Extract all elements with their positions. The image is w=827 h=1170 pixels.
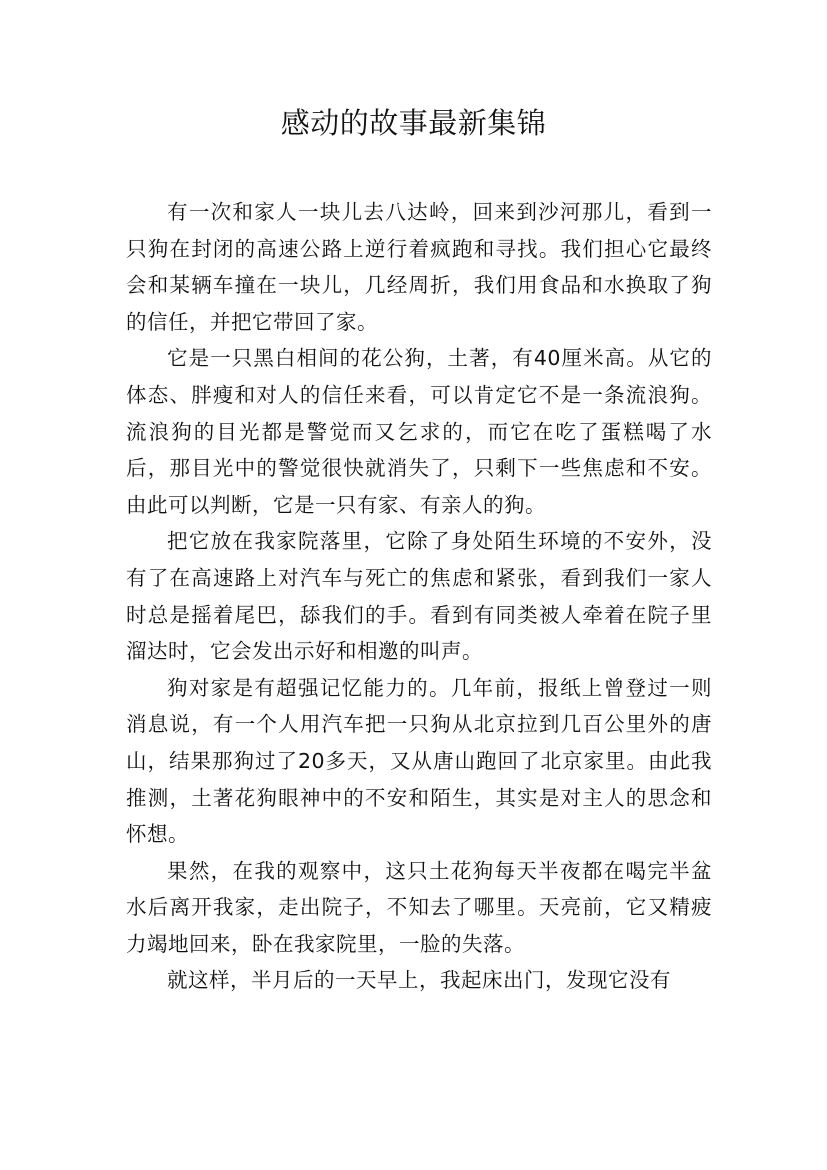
paragraph-1: 有一次和家人一块儿去八达岭，回来到沙河那儿，看到一只狗在封闭的高速公路上逆行着疯跑和寻找。我们担心它最终会和某辆车撞在一块儿，几经周折，我们用食品和水换取了狗的信任，并把它带回了家。 bbox=[126, 200, 712, 334]
document-body bbox=[126, 194, 712, 999]
paragraph-3: 把它放在我家院落里，它除了身处陌生环境的不安外，没有了在高速路上对汽车与死亡的焦虑和紧张，看到我们一家人时总是摇着尾巴，舔我们的手。看到有同类被人牵着在院子里溜达时，它会发出示好和相邀的叫声。 bbox=[126, 529, 712, 664]
paragraph-5: 果然，在我的观察中，这只土花狗每天半夜都在喝完半盆水后离开我家，走出院子，不知去了哪里。天亮前，它又精疲力竭地回来，卧在我家院里，一脸的失落。 bbox=[126, 858, 712, 956]
paragraph-2: 它是一只黑白相间的花公狗，土著，有40厘米高。从它的体态、胖瘦和对人的信任来看，可以肯定它不是一条流浪狗。流浪狗的目光都是警觉而又乞求的，而它在吃了蛋糕喝了水后，那目光中的警觉很快就消失了，只剩下一些焦虑和不安。由此可以判断，它是一只有家、有亲人的狗。 bbox=[126, 346, 712, 517]
paragraph-6: 就这样，半月后的一天早上，我起床出门，发现它没有 bbox=[167, 968, 671, 993]
paragraph-4: 狗对家是有超强记忆能力的。几年前，报纸上曾登过一则消息说，有一个人用汽车把一只狗从北京拉到几百公里外的唐山，结果那狗过了20多天，又从唐山跑回了北京家里。由此我推测，土著花狗眼神中的不安和陌生，其实是对主人的思念和怀想。 bbox=[126, 675, 712, 847]
document-title: 感动的故事最新集锦 bbox=[280, 106, 547, 140]
